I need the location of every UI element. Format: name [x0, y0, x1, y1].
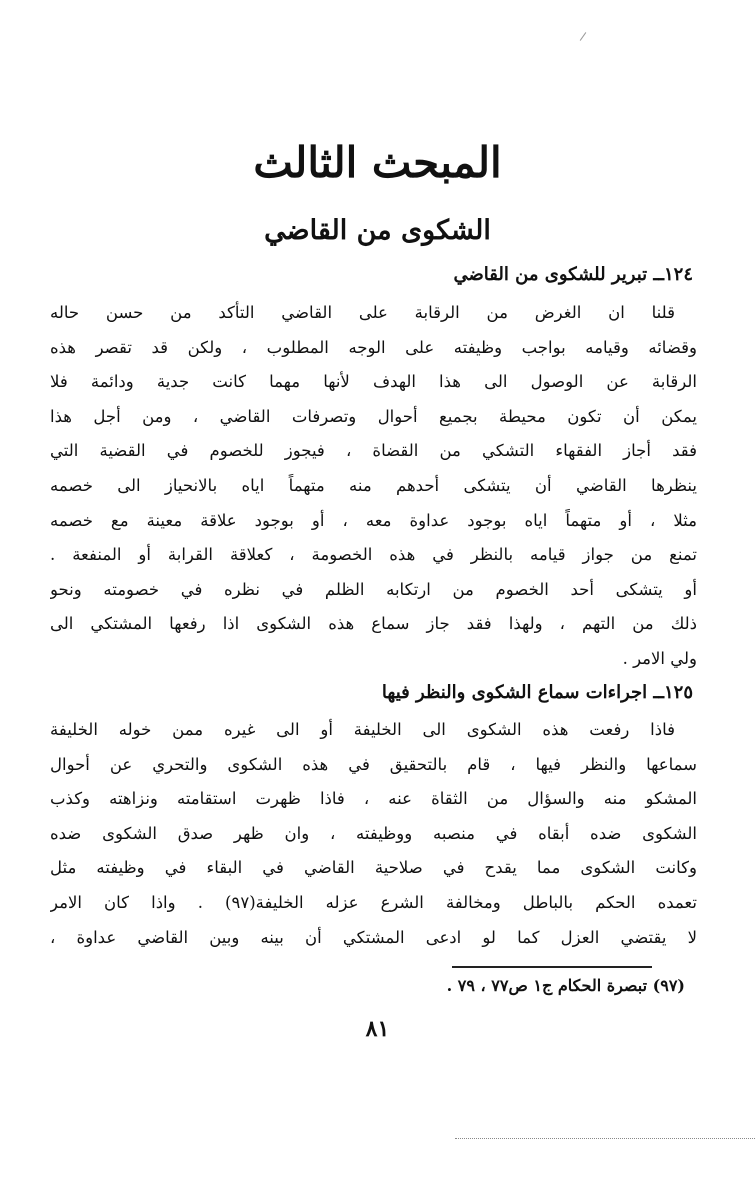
text-line: الرقابة عن الوصول الى هذا الهدف لأنها مهما كانت جدية ودائمة فلا: [50, 372, 697, 392]
text-line: لا يقتضي العزل كما لو ادعى المشتكي أن بينه وبين القاضي عداوة ،: [50, 927, 697, 947]
section-125-paragraph: [50, 713, 697, 955]
chapter-title: المبحث الثالث: [253, 138, 502, 187]
text-line: وكانت الشكوى مما يقدح في صلاحية القاضي في البقاء في وظيفته مثل: [50, 858, 697, 878]
text-line: فاذا رفعت هذه الشكوى الى الخليفة أو الى غيره ممن خوله الخليفة: [50, 720, 675, 739]
text-line: المشكو منه والسؤال من الثقاة عنه ، فاذا ظهرت استقامته ونزاهته وكذب: [50, 789, 697, 809]
text-line: سماعها والنظر فيها ، قام بالتحقيق في هذه الشكوى والتحري عن أحوال: [50, 754, 697, 774]
section-heading-125: ١٢٥ــ اجراءات سماع الشكوى والنظر فيها: [381, 682, 693, 703]
text-line: ذلك من التهم ، ولهذا فقد جاز سماع هذه الشكوى اذا رفعها المشتكي الى: [50, 614, 697, 634]
text-line: قلنا ان الغرض من الرقابة على القاضي التأكد من حسن حاله: [50, 303, 675, 322]
text-line: تعمده الحكم بالباطل ومخالفة الشرع عزله الخليفة(٩٧) . واذا كان الامر: [50, 892, 697, 912]
page-number: ٨١: [365, 1016, 390, 1042]
footnote-97: (٩٧) تبصرة الحكام ج١ ص٧٧ ، ٧٩ .: [446, 976, 685, 995]
text-line: الشكوى ضده أبقاه في منصبه ووظيفته ، وان ظهر صدق الشكوى ضده: [50, 823, 697, 843]
section-124-paragraph: [50, 296, 697, 677]
chapter-subtitle: الشكوى من القاضي: [264, 215, 491, 246]
section-heading-124: ١٢٤ــ تبرير للشكوى من القاضي: [453, 264, 693, 285]
text-line: يمكن أن تكون محيطة بجميع أحوال وتصرفات القاضي ، ومن أجل هذا: [50, 406, 697, 426]
text-line: أو يتشكى أحد الخصوم من ارتكابه الظلم في نظره في خصومته ونحو: [50, 579, 697, 599]
text-line: تمنع من جواز قيامه بالنظر في هذه الخصومة ، كعلاقة القرابة أو المنفعة .: [50, 545, 697, 565]
text-line: ولي الامر .: [622, 648, 697, 668]
scan-speck: [580, 32, 587, 41]
scan-edge-line: [455, 1138, 755, 1139]
text-line: فقد أجاز الفقهاء التشكي من القضاة ، فيجوز للخصوم في القضية التي: [50, 441, 697, 461]
text-line: مثلا ، أو متهماً اياه بوجود عداوة معه ، أو بوجود علاقة معينة مع خصمه: [50, 510, 697, 530]
footnote-separator: [452, 966, 652, 968]
text-line: ينظرها القاضي أن يتشكى أحدهم منه متهماً اياه بالانحياز الى خصمه: [50, 475, 697, 495]
text-line: وقضائه وقيامه بواجب وظيفته على الوجه المطلوب ، ولكن قد تقصر هذه: [50, 337, 697, 357]
